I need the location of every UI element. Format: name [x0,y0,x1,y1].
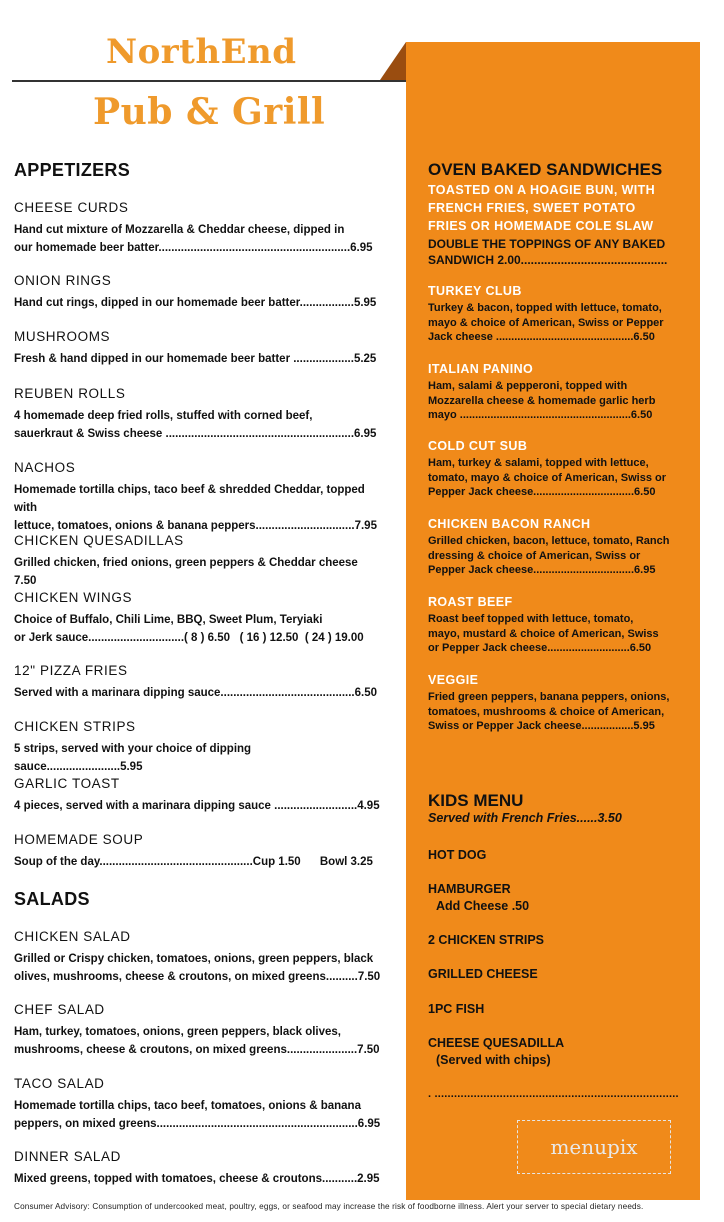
menu-item [14,776,382,815]
appetizers-heading: APPETIZERS [14,160,131,180]
sandwich-name: ITALIAN PANINO [428,362,534,376]
sandwich-desc: mayo & choice of American, Swiss or Pepper [428,316,664,329]
item-desc: Fresh & hand dipped in our homemade beer batter ...................5.25 [14,353,377,365]
menu-item [14,1002,382,1059]
sandwich-desc: tomato, mayo & choice of American, Swiss or [428,471,666,484]
item-desc: Hand cut mixture of Mozzarella & Cheddar cheese, dipped in [14,224,345,236]
kids-menu-heading: KIDS MENU [428,791,524,810]
item-name: CHICKEN STRIPS [14,719,136,734]
item-name: DINNER SALAD [14,1149,121,1164]
sandwich-item [428,673,674,734]
item-desc: Grilled chicken, fried onions, green peppers & Cheddar cheese 7.50 [14,557,358,587]
restaurant-subtitle: Pub & Grill [93,91,326,133]
panel-fold [380,42,406,80]
item-desc: lettuce, tomatoes, onions & banana peppers...............................7.95 [14,520,377,532]
item-desc: Ham, turkey, tomatoes, onions, green peppers, black olives, [14,1026,341,1038]
sandwich-desc: Ham, salami & pepperoni, topped with [428,380,628,392]
item-desc: Soup of the day................................................Cup 1.50 Bowl 3.25 [14,856,373,868]
sandwich-desc: dressing & choice of American, Swiss or [428,549,641,562]
menu-item [14,386,382,443]
sandwich-desc: mayo ........................................................6.50 [428,409,653,421]
restaurant-name: NorthEnd [106,32,297,72]
item-name: TACO SALAD [14,1076,105,1091]
sandwich-desc: mayo, mustard & choice of American, Swiss [428,627,659,640]
sandwich-item [428,439,674,500]
sandwich-desc: tomatoes, mushrooms & choice of American, [428,705,665,718]
item-name: CHICKEN QUESADILLAS [14,533,184,548]
kids-item: CHEESE QUESADILLA [428,1036,565,1050]
item-name: CHEESE CURDS [14,200,129,215]
intro-line: TOASTED ON A HOAGIE BUN, WITH [428,183,656,197]
kids-item: HOT DOG [428,848,487,862]
item-name: NACHOS [14,460,76,475]
kids-item: GRILLED CHEESE [428,967,538,981]
item-name: CHICKEN SALAD [14,929,131,944]
item-desc: Served with a marinara dipping sauce..........................................6.50 [14,687,378,699]
sandwich-desc: Mozzarella cheese & homemade garlic herb [428,394,656,407]
sandwich-item [428,362,674,423]
item-name: 12" PIZZA FRIES [14,663,128,678]
sandwich-desc: Fried green peppers, banana peppers, onions, [428,691,670,703]
kids-item: 1PC FISH [428,1002,485,1016]
item-desc: or Jerk sauce..............................( 8 ) 6.50 ( 16 ) 12.50 ( 24 ) 19.00 [14,632,364,644]
menu-item [14,533,382,590]
kids-dots: . ........................................................................... [428,1088,679,1100]
sandwich-desc: Turkey & bacon, topped with lettuce, tomato, [428,302,662,314]
kids-item: HAMBURGER [428,882,511,896]
sandwich-item [428,517,674,578]
item-desc: Homemade tortilla chips, taco beef & shredded Cheddar, topped with [14,484,365,514]
sandwich-desc: or Pepper Jack cheese...........................6.50 [428,642,652,654]
sandwich-desc: Jack cheese .............................................6.50 [428,331,655,343]
double-toppings-line: SANDWICH 2.00............................................ [428,253,668,267]
menu-item [14,1149,382,1188]
item-name: GARLIC TOAST [14,776,120,791]
sandwiches-heading: OVEN BAKED SANDWICHES [428,160,663,179]
sandwich-item [428,284,674,345]
kids-item-note: (Served with chips) [436,1053,551,1067]
sandwich-desc: Ham, turkey & salami, topped with lettuce, [428,457,649,469]
item-desc: mushrooms, cheese & croutons, on mixed greens......................7.50 [14,1044,380,1056]
item-desc: Mixed greens, topped with tomatoes, cheese & croutons...........2.95 [14,1173,380,1185]
sandwiches-intro [428,181,674,268]
item-desc: 4 pieces, served with a marinara dipping sauce ..........................4.95 [14,800,380,812]
menu-item [14,832,382,871]
sandwich-name: TURKEY CLUB [428,284,522,298]
kids-item: 2 CHICKEN STRIPS [428,933,544,947]
item-name: REUBEN ROLLS [14,386,126,401]
sandwich-name: ROAST BEEF [428,595,513,609]
menu-item [14,590,382,647]
kids-menu-subtitle: Served with French Fries......3.50 [428,811,622,825]
menu-item [14,719,382,776]
item-desc: 5 strips, served with your choice of dipping sauce.......................5.95 [14,743,252,773]
menu-item [14,460,382,535]
sandwich-desc: Swiss or Pepper Jack cheese.................5.95 [428,720,655,732]
sandwich-name: COLD CUT SUB [428,439,528,453]
menu-item [14,329,382,368]
sandwich-desc: Grilled chicken, bacon, lettuce, tomato, Ranch [428,535,670,547]
menu-item [14,200,382,257]
item-desc: Hand cut rings, dipped in our homemade beer batter.................5.95 [14,297,377,309]
menu-item [14,273,382,312]
item-desc: Choice of Buffalo, Chili Lime, BBQ, Sweet Plum, Teryiaki [14,614,323,626]
watermark: menupix [517,1120,671,1174]
item-desc: peppers, on mixed greens...............................................................6.95 [14,1118,381,1130]
consumer-advisory: Consumer Advisory: Consumption of undercooked meat, poultry, eggs, or seafood may increase the risk of foodborne illness. Alert your server to special dietary needs. [14,1202,644,1211]
item-name: ONION RINGS [14,273,112,288]
menu-item [14,1076,382,1133]
item-desc: olives, mushrooms, cheese & croutons, on mixed greens..........7.50 [14,971,381,983]
sandwich-name: CHICKEN BACON RANCH [428,517,591,531]
salads-heading: SALADS [14,889,90,909]
sandwich-desc: Roast beef topped with lettuce, tomato, [428,613,634,625]
item-desc: our homemade beer batter............................................................6.95 [14,242,373,254]
menu-item [14,663,382,702]
sandwich-desc: Pepper Jack cheese.................................6.95 [428,564,656,576]
intro-line: FRENCH FRIES, SWEET POTATO [428,201,636,215]
item-desc: Grilled or Crispy chicken, tomatoes, onions, green peppers, black [14,953,374,965]
item-desc: sauerkraut & Swiss cheese ...........................................................6.95 [14,428,377,440]
sandwich-item [428,595,674,656]
sandwich-name: VEGGIE [428,673,479,687]
item-desc: Homemade tortilla chips, taco beef, tomatoes, onions & banana [14,1100,361,1112]
item-name: HOMEMADE SOUP [14,832,144,847]
double-toppings-line: DOUBLE THE TOPPINGS OF ANY BAKED [428,237,666,251]
sandwich-desc: Pepper Jack cheese.................................6.50 [428,486,656,498]
header-rule [12,80,407,82]
item-name: CHICKEN WINGS [14,590,133,605]
intro-line: FRIES OR HOMEMADE COLE SLAW [428,219,654,233]
menu-item [14,929,382,986]
item-name: CHEF SALAD [14,1002,105,1017]
item-name: MUSHROOMS [14,329,111,344]
item-desc: 4 homemade deep fried rolls, stuffed with corned beef, [14,410,313,422]
kids-item-note: Add Cheese .50 [436,899,530,913]
